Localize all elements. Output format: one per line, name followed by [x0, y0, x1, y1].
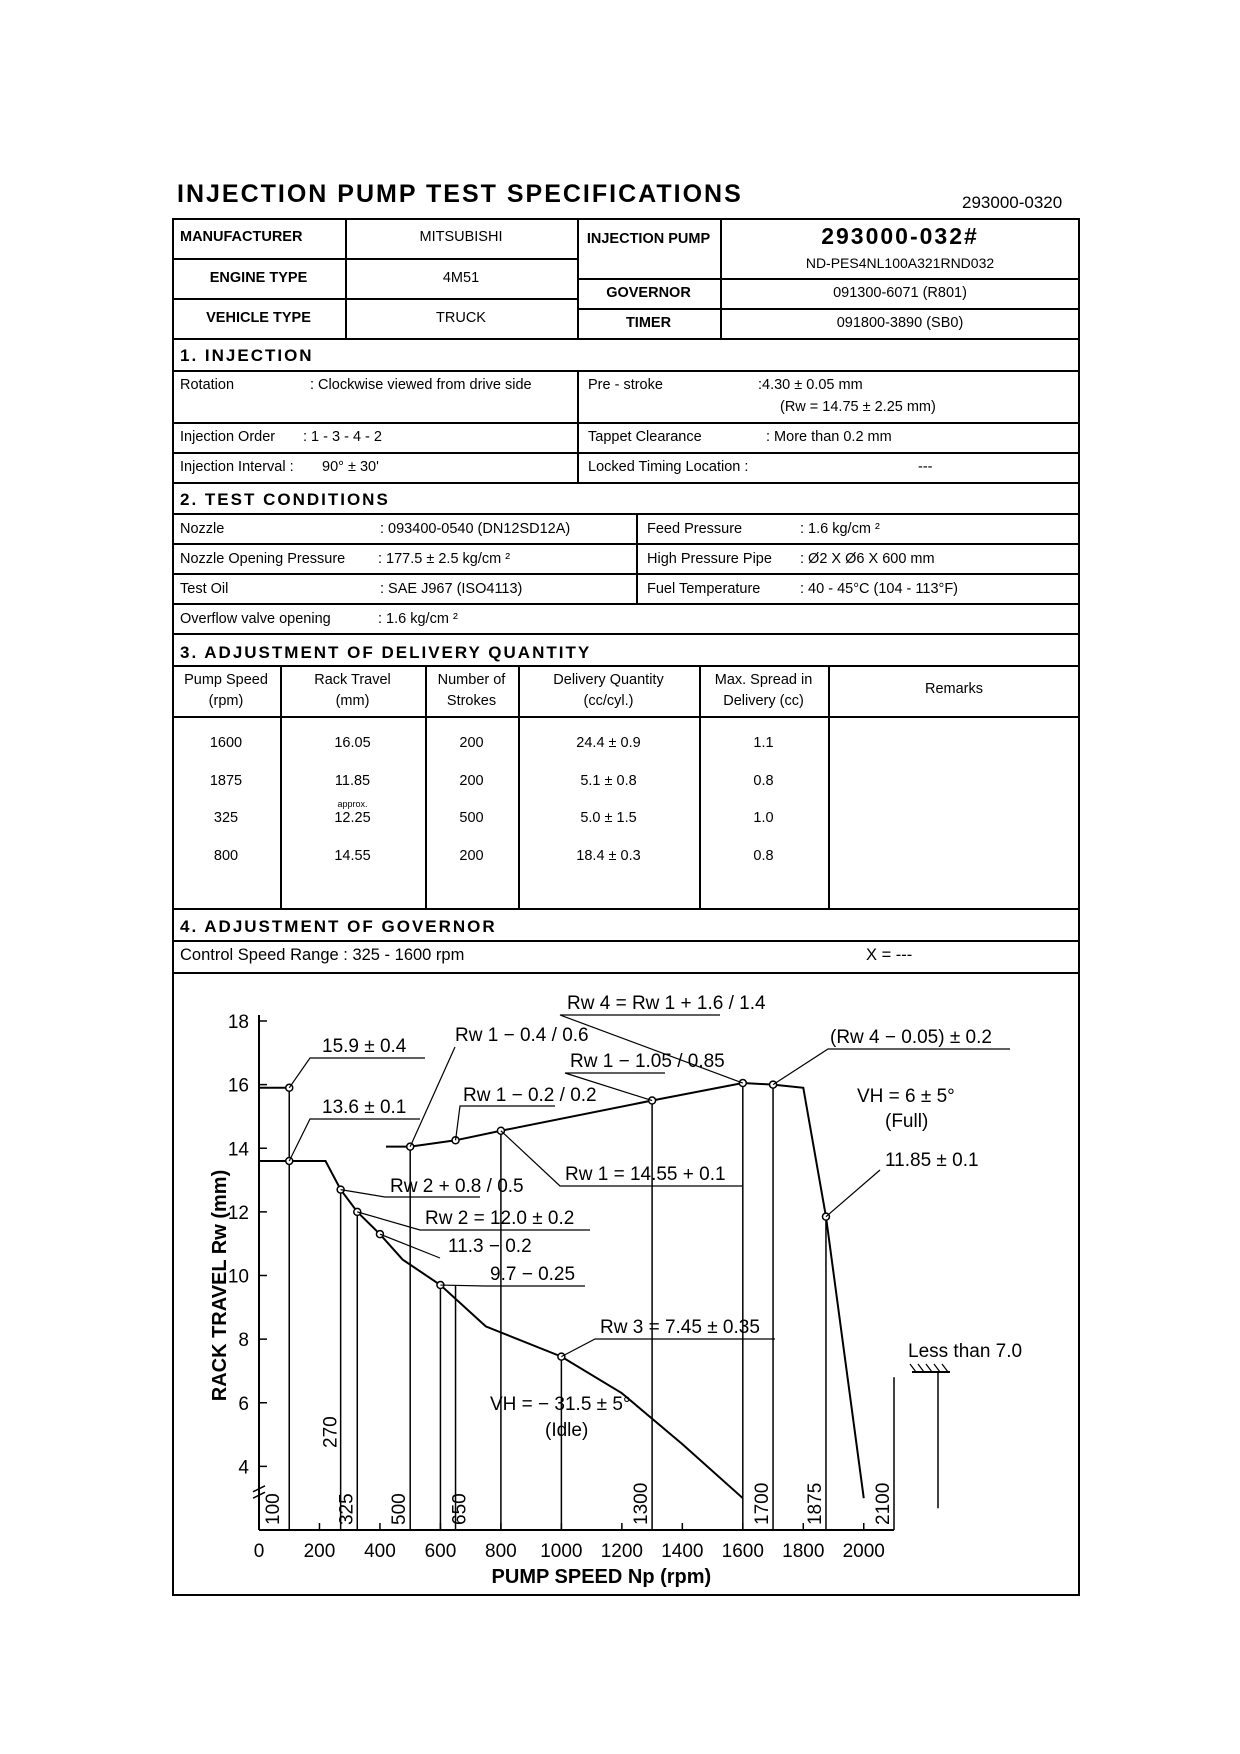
- marker-label-270: 270: [320, 1416, 342, 1448]
- cell-pump-speed: 1600: [209, 735, 243, 751]
- cell-max-spread: 0.8: [753, 773, 774, 789]
- x-axis-label: PUMP SPEED Np (rpm): [491, 1566, 712, 1588]
- marker-label-1700: 1700: [752, 1482, 774, 1525]
- manufacturer-value: MITSUBISHI: [419, 229, 503, 245]
- col-header-max-spread: Max. Spread in: [714, 672, 813, 688]
- x-tick-label: 1600: [721, 1541, 764, 1562]
- tappet-clearance-label: Tappet Clearance: [588, 429, 702, 445]
- nozzle-label: Nozzle: [180, 521, 225, 537]
- x-tick-label: 800: [485, 1541, 517, 1562]
- cell-pump-speed: 1875: [209, 773, 243, 789]
- annotation-1: 15.9 ± 0.4: [322, 1036, 407, 1057]
- governor-value: 091300-6071 (R801): [833, 285, 967, 301]
- marker-label-1300: 1300: [631, 1482, 653, 1525]
- document-number: 293000-0320: [962, 193, 1063, 212]
- annotation-leader-3: [410, 1047, 455, 1147]
- annotation-12: Rw 2 + 0.8 / 0.5: [390, 1176, 524, 1197]
- prestroke-rw: (Rw = 14.75 ± 2.25 mm): [780, 399, 936, 415]
- cell-rack-travel: 16.05: [334, 735, 371, 751]
- x-tick-label: 200: [303, 1541, 336, 1562]
- y-tick-label: 12: [227, 1202, 249, 1224]
- cell-max-spread: 0.8: [753, 848, 774, 864]
- y-tick-label: 8: [238, 1330, 249, 1352]
- annotation-16: Rw 3 = 7.45 ± 0.35: [600, 1317, 760, 1338]
- marker-label-100: 100: [263, 1493, 285, 1525]
- pump-model: ND-PES4NL100A321RND032: [805, 255, 995, 271]
- col-header-strokes-unit: Strokes: [446, 693, 497, 709]
- annotation-4: Rw 1 − 0.2 / 0.2: [463, 1085, 597, 1106]
- high-pressure-pipe-value: : Ø2 X Ø6 X 600 mm: [800, 551, 935, 567]
- nozzle-value: : 093400-0540 (DN12SD12A): [380, 521, 571, 537]
- vehicle-type-label: VEHICLE TYPE: [206, 310, 311, 326]
- col-header-pump-speed: Pump Speed: [184, 672, 268, 688]
- engine-type-value: 4M51: [442, 270, 480, 286]
- control-speed-range: Control Speed Range : 325 - 1600 rpm: [180, 946, 465, 964]
- cell-delivery: 5.0 ± 1.5: [580, 810, 637, 826]
- pump-number: 293000-032#: [821, 223, 979, 249]
- y-tick-label: 4: [238, 1457, 249, 1479]
- governor-chart: [174, 974, 1078, 1594]
- locked-timing-label: Locked Timing Location :: [588, 459, 749, 475]
- marker-label-325: 325: [336, 1493, 358, 1525]
- vehicle-type-value: TRUCK: [436, 310, 486, 326]
- governor-label: GOVERNOR: [606, 285, 691, 301]
- test-conditions-title: 2. TEST CONDITIONS: [180, 490, 390, 509]
- col-header-delivery-unit: (cc/cyl.): [583, 693, 634, 709]
- cell-strokes: 200: [459, 735, 484, 751]
- annotation-5: Rw 1 − 1.05 / 0.85: [570, 1051, 725, 1072]
- cell-max-spread: 1.0: [753, 810, 774, 826]
- fuel-temperature-label: Fuel Temperature: [647, 581, 761, 597]
- governor-section-title: 4. ADJUSTMENT OF GOVERNOR: [180, 917, 497, 936]
- x-tick-label: 2000: [842, 1541, 885, 1562]
- x-value: X = ---: [866, 946, 913, 964]
- col-header-rack-travel-unit: (mm): [335, 693, 370, 709]
- y-tick-label: 18: [227, 1012, 249, 1033]
- cell-pump-speed: 325: [213, 810, 239, 826]
- x-tick-label: 1200: [600, 1541, 643, 1562]
- y-tick-label: 14: [227, 1139, 249, 1161]
- annotation-7: (Rw 4 − 0.05) ± 0.2: [830, 1027, 992, 1048]
- y-tick-label: 6: [238, 1393, 249, 1415]
- high-pressure-pipe-label: High Pressure Pipe: [647, 551, 772, 567]
- nozzle-opening-pressure-label: Nozzle Opening Pressure: [180, 551, 346, 567]
- marker-label-2100: 2100: [873, 1482, 894, 1525]
- engine-type-label: ENGINE TYPE: [209, 270, 308, 286]
- nozzle-opening-pressure-value: : 177.5 ± 2.5 kg/cm ²: [378, 551, 511, 567]
- approx-note: approx.: [337, 799, 368, 809]
- cell-delivery: 5.1 ± 0.8: [580, 773, 637, 789]
- marker-label-650: 650: [449, 1493, 471, 1525]
- governor-curve-3: [386, 1083, 864, 1498]
- prestroke-value: :4.30 ± 0.05 mm: [758, 377, 863, 393]
- annotation-18: (Idle): [545, 1420, 589, 1441]
- annotation-6: Rw 4 = Rw 1 + 1.6 / 1.4: [567, 993, 766, 1014]
- annotation-leader-2: [289, 1119, 420, 1161]
- rotation-value: : Clockwise viewed from drive side: [310, 377, 532, 393]
- marker-label-1875: 1875: [804, 1482, 826, 1525]
- y-axis-label: RACK TRAVEL Rw (mm): [209, 1169, 231, 1402]
- injection-pump-label: INJECTION PUMP: [586, 231, 711, 247]
- cell-delivery: 18.4 ± 0.3: [576, 848, 641, 864]
- annotation-leader-10: [826, 1170, 880, 1217]
- x-tick-label: 1800: [782, 1541, 825, 1562]
- x-tick-label: 400: [364, 1541, 396, 1562]
- cell-rack-travel: 14.55: [334, 848, 371, 864]
- prestroke-label: Pre - stroke: [588, 377, 663, 393]
- fuel-temperature-value: : 40 - 45°C (104 - 113°F): [800, 581, 959, 597]
- annotation-leader-15: [440, 1285, 585, 1286]
- annotation-2: 13.6 ± 0.1: [322, 1097, 407, 1118]
- col-header-delivery: Delivery Quantity: [553, 672, 664, 688]
- col-header-strokes: Number of: [437, 672, 506, 688]
- cell-strokes: 500: [459, 810, 484, 826]
- overflow-valve-value: : 1.6 kg/cm ²: [378, 611, 458, 627]
- annotation-19: Less than 7.0: [908, 1341, 1023, 1362]
- injection-section-title: 1. INJECTION: [180, 346, 314, 365]
- cell-pump-speed: 800: [213, 848, 239, 864]
- annotation-15: 9.7 − 0.25: [490, 1264, 576, 1285]
- feed-pressure-label: Feed Pressure: [647, 521, 743, 537]
- limit-hatch: [910, 1364, 948, 1372]
- rotation-label: Rotation: [180, 377, 235, 393]
- locked-timing-value: ---: [918, 459, 933, 475]
- cell-rack-travel: 12.25: [334, 810, 371, 826]
- manufacturer-label: MANUFACTURER: [180, 229, 303, 245]
- x-tick-label: 1400: [661, 1541, 704, 1562]
- injection-interval-value: 90° ± 30': [322, 459, 379, 475]
- annotation-14: 11.3 − 0.2: [448, 1236, 532, 1257]
- y-tick-label: 16: [227, 1075, 249, 1097]
- delivery-section-title: 3. ADJUSTMENT OF DELIVERY QUANTITY: [180, 643, 592, 662]
- cell-strokes: 200: [459, 848, 484, 864]
- injection-order-label: Injection Order: [180, 429, 276, 445]
- x-tick-label: 0: [253, 1541, 265, 1562]
- annotation-10: 11.85 ± 0.1: [885, 1150, 979, 1171]
- injection-interval-label: Injection Interval :: [180, 459, 294, 475]
- feed-pressure-value: : 1.6 kg/cm ²: [800, 521, 880, 537]
- timer-value: 091800-3890 (SB0): [836, 315, 964, 331]
- overflow-valve-label: Overflow valve opening: [180, 611, 331, 627]
- page-title: INJECTION PUMP TEST SPECIFICATIONS: [177, 180, 743, 208]
- col-header-max-spread-unit: Delivery (cc): [723, 693, 804, 709]
- annotation-leader-1: [289, 1058, 425, 1088]
- timer-label: TIMER: [625, 315, 672, 331]
- cell-strokes: 200: [459, 773, 484, 789]
- test-oil-label: Test Oil: [180, 581, 229, 597]
- cell-delivery: 24.4 ± 0.9: [576, 735, 641, 751]
- annotation-leader-7: [773, 1049, 1010, 1085]
- test-oil-value: : SAE J967 (ISO4113): [380, 581, 523, 597]
- cell-rack-travel: 11.85: [334, 773, 371, 789]
- annotation-17: VH = − 31.5 ± 5°: [490, 1394, 631, 1415]
- col-header-rack-travel: Rack Travel: [314, 672, 391, 688]
- annotation-9: (Full): [885, 1111, 929, 1132]
- annotation-11: Rw 1 = 14.55 + 0.1: [565, 1164, 726, 1185]
- tappet-clearance-value: : More than 0.2 mm: [766, 429, 892, 445]
- cell-max-spread: 1.1: [753, 735, 774, 751]
- y-tick-label: 10: [227, 1266, 249, 1288]
- annotation-13: Rw 2 = 12.0 ± 0.2: [425, 1208, 575, 1229]
- annotation-8: VH = 6 ± 5°: [857, 1086, 955, 1107]
- x-tick-label: 1000: [540, 1541, 583, 1562]
- col-header-remarks: Remarks: [924, 681, 983, 697]
- col-header-pump-speed-unit: (rpm): [208, 693, 244, 709]
- x-tick-label: 600: [424, 1541, 457, 1562]
- marker-label-500: 500: [389, 1493, 411, 1525]
- injection-order-value: : 1 - 3 - 4 - 2: [303, 429, 382, 445]
- annotation-3: Rw 1 − 0.4 / 0.6: [455, 1025, 589, 1046]
